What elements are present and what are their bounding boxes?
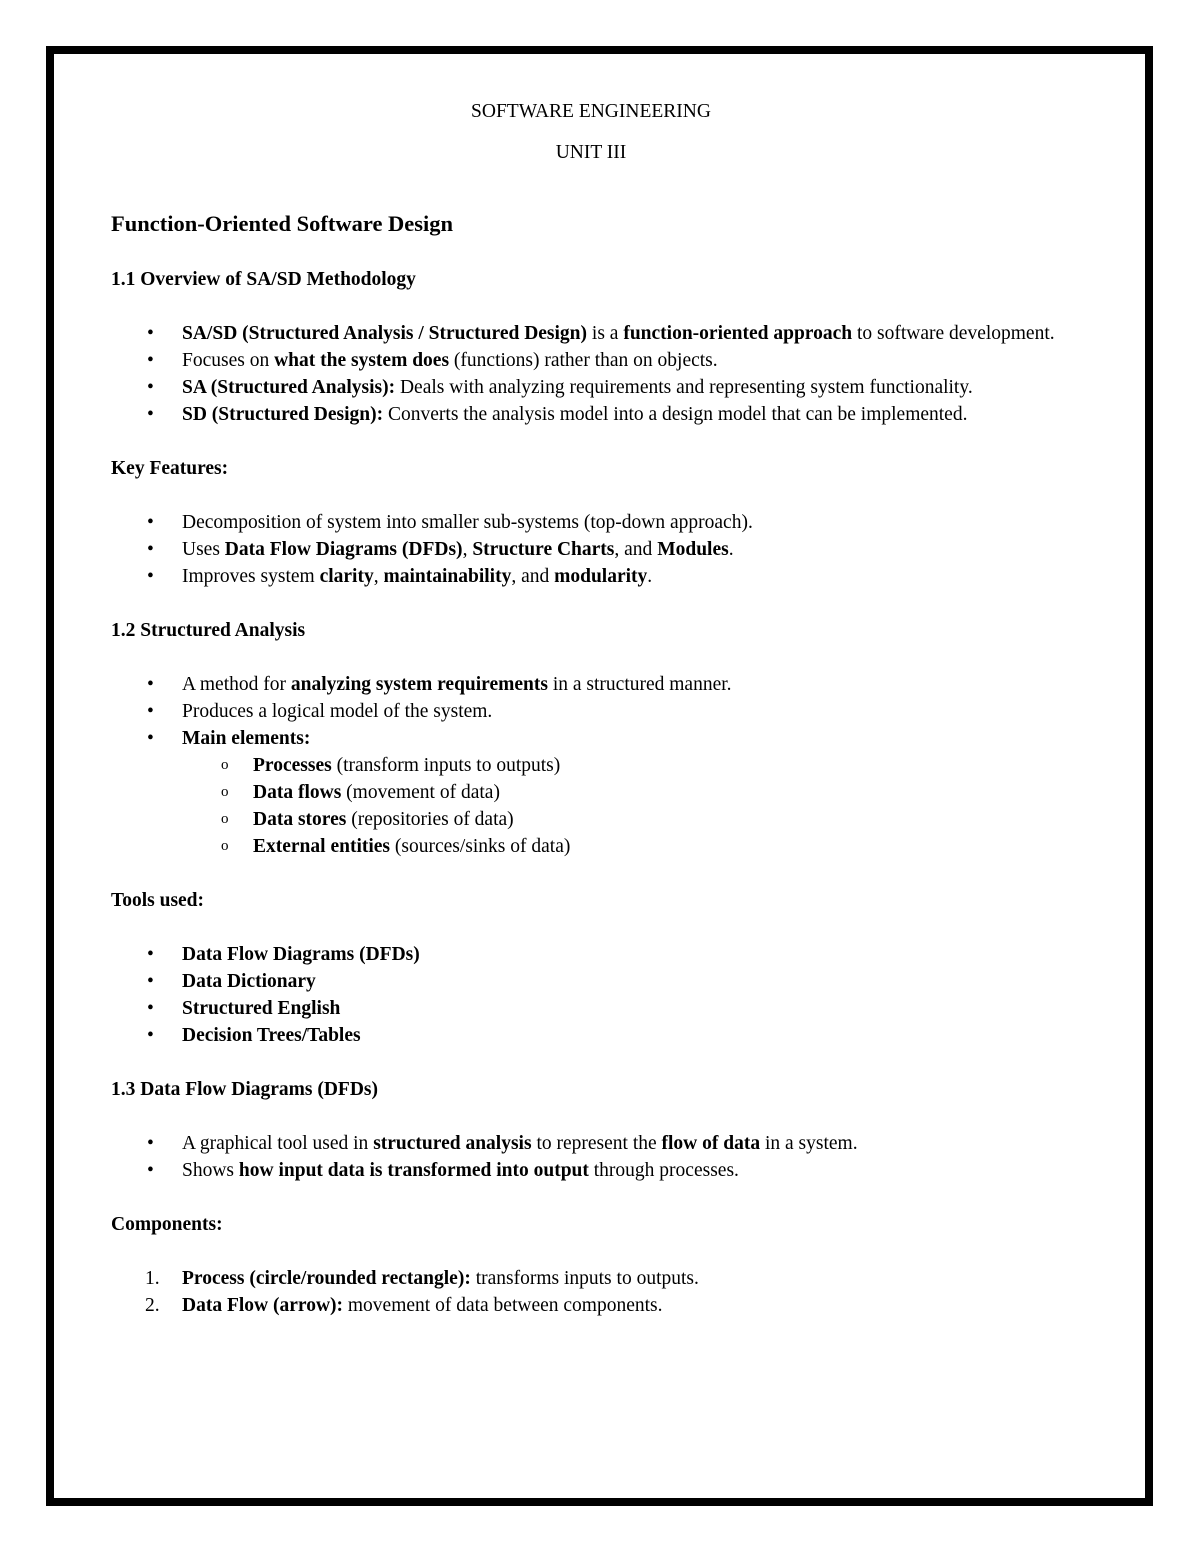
text-run: in a system. [760,1133,858,1154]
list-number: 2. [145,1295,160,1316]
document-body [111,98,1071,1346]
bullet-icon: • [147,566,154,587]
bullet-icon: • [147,971,154,992]
circle-bullet-icon: o [221,757,229,773]
bold-text: SD (Structured Design): [182,404,384,425]
bold-text: function-oriented approach [623,323,853,344]
document-title: Function-Oriented Software Design [111,211,454,236]
bullet-icon: • [147,998,154,1019]
bullet-icon: • [147,512,154,533]
text-run: (functions) rather than on objects. [449,350,718,371]
text-run: , and [614,539,658,560]
text-run: . [728,539,734,560]
bold-text: Data flows [253,782,342,803]
unit-label: UNIT III [555,142,627,163]
text-run: , and [511,566,555,587]
text-run: to represent the [531,1133,662,1154]
bullet-icon: • [147,674,154,695]
sub-list-item [182,779,1071,806]
bold-text: Data Flow (arrow): [182,1295,344,1316]
bold-text: Decision Trees/Tables [182,1025,361,1046]
bullet-icon: • [147,1025,154,1046]
bullet-list [111,1130,1071,1184]
text-run: is a [587,323,624,344]
list-item [111,698,1071,725]
bullet-icon: • [147,323,154,344]
text-run: Improves system [182,566,320,587]
bold-text: flow of data [661,1133,761,1154]
bullet-icon: • [147,377,154,398]
section-heading: 1.2 Structured Analysis [111,620,306,641]
bullet-icon: • [147,728,154,749]
bullet-icon: • [147,1133,154,1154]
bullet-icon: • [147,404,154,425]
text-run: A method for [182,674,291,695]
bold-text: SA (Structured Analysis): [182,377,396,398]
text-run: (movement of data) [341,782,500,803]
bullet-list [111,671,1071,860]
circle-bullet-icon: o [221,811,229,827]
text-run: (repositories of data) [346,809,514,830]
bullet-icon: • [147,350,154,371]
list-item [111,536,1071,563]
sub-list-item [182,806,1071,833]
text-run: (sources/sinks of data) [390,836,571,857]
text-run: A graphical tool used in [182,1133,374,1154]
bold-text: Data Dictionary [182,971,316,992]
circle-bullet-icon: o [221,838,229,854]
section-heading: 1.1 Overview of SA/SD Methodology [111,269,416,290]
bullet-list [111,941,1071,1049]
text-run: Shows [182,1160,239,1181]
sub-list-item [182,833,1071,860]
bullet-icon: • [147,539,154,560]
bullet-icon: • [147,1160,154,1181]
bold-text: how input data is transformed into output [238,1160,589,1181]
sub-list-item [182,752,1071,779]
bold-text: modularity [554,566,648,587]
text-run: . [647,566,653,587]
section-heading: Key Features: [111,458,229,479]
text-run: Produces a logical model of the system. [182,701,493,722]
bold-text: what the system does [274,350,450,371]
list-item [111,1157,1071,1184]
list-item [111,563,1071,590]
text-run: (transform inputs to outputs) [331,755,561,776]
list-item [111,401,1071,428]
text-run: Converts the analysis model into a design model that can be implemented. [383,404,968,425]
circle-bullet-icon: o [221,784,229,800]
bullet-list [111,509,1071,590]
text-run: Focuses on [182,350,275,371]
bold-text: Structure Charts [472,539,615,560]
list-item [111,320,1071,347]
bold-text: Data Flow Diagrams (DFDs) [182,944,420,965]
bold-text: Modules [657,539,729,560]
text-run: , [373,566,384,587]
list-item [111,374,1071,401]
list-number: 1. [145,1268,160,1289]
bold-text: structured analysis [373,1133,532,1154]
text-run: Decomposition of system into smaller sub-systems (top-down approach). [182,512,753,533]
text-run: in a structured manner. [547,674,732,695]
list-item [111,509,1071,536]
text-run: through processes. [588,1160,739,1181]
bold-text: External entities [253,836,391,857]
bold-text: clarity [319,566,374,587]
bullet-list [111,320,1071,428]
list-item [111,941,1071,968]
text-run: movement of data between components. [343,1295,663,1316]
list-item [111,1022,1071,1049]
list-item [111,1292,1071,1319]
list-item [111,671,1071,698]
bullet-icon: • [147,944,154,965]
bold-text: Structured English [182,998,341,1019]
numbered-list [111,1265,1071,1319]
sub-list [182,752,1071,860]
text-run: to software development. [852,323,1055,344]
bold-text: Data Flow Diagrams (DFDs) [224,539,463,560]
bold-text: analyzing system requirements [290,674,548,695]
bold-text: Data stores [253,809,347,830]
list-item [111,995,1071,1022]
section-heading: Tools used: [111,890,205,911]
list-item [111,1130,1071,1157]
bold-text: Processes [253,755,332,776]
course-title: SOFTWARE ENGINEERING [471,101,711,122]
section-heading: Components: [111,1214,223,1235]
section-heading: 1.3 Data Flow Diagrams (DFDs) [111,1079,379,1100]
bold-text: SA/SD (Structured Analysis / Structured Design) [182,323,588,344]
text-run: Uses [182,539,225,560]
list-item [111,347,1071,374]
bold-text: maintainability [383,566,512,587]
text-run: , [462,539,473,560]
list-item [111,725,1071,860]
text-run: Deals with analyzing requirements and representing system functionality. [395,377,973,398]
bullet-icon: • [147,701,154,722]
text-run: transforms inputs to outputs. [470,1268,699,1289]
bold-text: Main elements: [182,728,311,749]
list-item [111,1265,1071,1292]
bold-text: Process (circle/rounded rectangle): [182,1268,471,1289]
list-item [111,968,1071,995]
